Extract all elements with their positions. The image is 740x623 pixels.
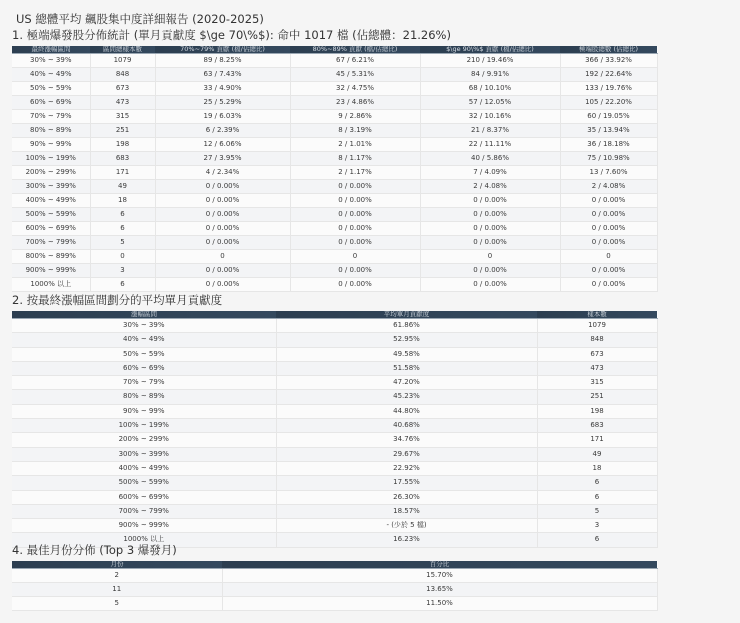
table-cell: 0 / 0.00% [155, 236, 290, 250]
table-cell: 84 / 9.91% [420, 68, 560, 82]
table-cell: 52.95% [276, 333, 537, 347]
table-cell: 21 / 8.37% [420, 124, 560, 138]
table-cell: 13.65% [222, 583, 657, 597]
table-cell: 8 / 3.19% [290, 124, 420, 138]
table-cell: 9 / 2.86% [290, 110, 420, 124]
table-cell: 0 / 0.00% [560, 236, 657, 250]
table-row [12, 504, 657, 518]
table-cell: 6 [537, 476, 657, 490]
table-cell: 2 [12, 569, 222, 583]
table-cell: 36 / 18.18% [560, 138, 657, 152]
table-cell: 0 / 0.00% [290, 194, 420, 208]
table-row [12, 569, 657, 583]
table-cell: 15.70% [222, 569, 657, 583]
table-cell: 70% ~ 79% [12, 376, 276, 390]
table-row [12, 96, 657, 110]
table-cell: 68 / 10.10% [420, 82, 560, 96]
table-cell: 47.20% [276, 376, 537, 390]
table-cell: 0 / 0.00% [420, 236, 560, 250]
table-cell: 600% ~ 699% [12, 490, 276, 504]
table-row [12, 461, 657, 475]
table-cell: 315 [90, 110, 155, 124]
table-cell: 200% ~ 299% [12, 433, 276, 447]
table-header-row [12, 311, 657, 319]
table-row [12, 404, 657, 418]
table-row [12, 583, 657, 597]
table-cell: 50% ~ 59% [12, 347, 276, 361]
table-cell: 0 [90, 250, 155, 264]
table-cell: 198 [537, 404, 657, 418]
table-cell: 700% ~ 799% [12, 236, 90, 250]
section2-title: 2. 按最終漲幅區間劃分的平均單月貢獻度 [12, 293, 223, 307]
report-title: US 總體平均 飆股集中度詳細報告 (2020-2025) [16, 12, 264, 26]
table-cell: 0 / 0.00% [560, 264, 657, 278]
table-cell: 673 [90, 82, 155, 96]
table-cell: 210 / 19.46% [420, 54, 560, 68]
table-row [12, 194, 657, 208]
col-header: 樣本數 [537, 311, 657, 319]
table-cell: 32 / 4.75% [290, 82, 420, 96]
table-cell: 2 / 4.08% [560, 180, 657, 194]
section4-title: 4. 最佳月份分佈 (Top 3 爆發月) [12, 543, 177, 557]
avg-contribution-table [12, 311, 658, 548]
col-header: 極端股總數 (佔總比) [560, 46, 657, 54]
table-cell: 44.80% [276, 404, 537, 418]
table-header-row [12, 561, 657, 569]
table-row [12, 476, 657, 490]
table-cell: 171 [537, 433, 657, 447]
table-cell: 90% ~ 99% [12, 404, 276, 418]
table-row [12, 82, 657, 96]
table-row [12, 180, 657, 194]
table-cell: 50% ~ 59% [12, 82, 90, 96]
table-row [12, 54, 657, 68]
table-cell: 32 / 10.16% [420, 110, 560, 124]
table-cell: 90% ~ 99% [12, 138, 90, 152]
table-cell: 18 [537, 461, 657, 475]
table-cell: 40.68% [276, 419, 537, 433]
table-cell: 2 / 1.17% [290, 166, 420, 180]
table-cell: 70% ~ 79% [12, 110, 90, 124]
table-cell: 63 / 7.43% [155, 68, 290, 82]
table-row [12, 361, 657, 375]
table-header-row [12, 46, 657, 54]
table-cell: 0 / 0.00% [290, 222, 420, 236]
table-row [12, 376, 657, 390]
table-body [12, 319, 657, 548]
table-row [12, 597, 657, 611]
table-row [12, 278, 657, 292]
table-cell: 0 / 0.00% [560, 194, 657, 208]
table-cell: 80% ~ 89% [12, 390, 276, 404]
table-cell: 6 [90, 208, 155, 222]
table-cell: 0 / 0.00% [420, 278, 560, 292]
table-cell: 2 / 1.01% [290, 138, 420, 152]
table-cell: 3 [90, 264, 155, 278]
table-row [12, 333, 657, 347]
table-body [12, 569, 657, 611]
best-month-table [12, 561, 658, 611]
table-cell: 0 [560, 250, 657, 264]
table-cell: 45.23% [276, 390, 537, 404]
table-cell: 22.92% [276, 461, 537, 475]
table-cell: 75 / 10.98% [560, 152, 657, 166]
table-cell: 12 / 6.06% [155, 138, 290, 152]
table-cell: 1000% 以上 [12, 533, 276, 547]
table-row [12, 124, 657, 138]
table-cell: 60% ~ 69% [12, 96, 90, 110]
table-cell: 0 / 0.00% [290, 264, 420, 278]
table-cell: 300% ~ 399% [12, 180, 90, 194]
col-header: 最終漲幅區間 [12, 46, 90, 54]
section1-title: 1. 極端爆發股分佈統計 (單月貢獻度 $\ge 70\%$): 命中 1017 檔 (佔總體：21.26%) [12, 28, 451, 42]
table-cell: 192 / 22.64% [560, 68, 657, 82]
table-cell: 0 / 0.00% [155, 278, 290, 292]
table-cell: 60% ~ 69% [12, 361, 276, 375]
table-cell: 89 / 8.25% [155, 54, 290, 68]
table-cell: 19 / 6.03% [155, 110, 290, 124]
table-cell: 0 / 0.00% [420, 208, 560, 222]
table-cell: 40 / 5.86% [420, 152, 560, 166]
col-header: 80%~89% 貢獻 (檔/佔總比) [290, 46, 420, 54]
table-cell: 200% ~ 299% [12, 166, 90, 180]
table-cell: 800% ~ 899% [12, 250, 90, 264]
table-cell: 6 / 2.39% [155, 124, 290, 138]
table-cell: 900% ~ 999% [12, 264, 90, 278]
table-row [12, 490, 657, 504]
table-row [12, 166, 657, 180]
table-cell: 51.58% [276, 361, 537, 375]
table-row [12, 152, 657, 166]
table-cell: 49 [537, 447, 657, 461]
table-cell: 26.30% [276, 490, 537, 504]
table-cell: 700% ~ 799% [12, 504, 276, 518]
table-row [12, 419, 657, 433]
table-cell: 57 / 12.05% [420, 96, 560, 110]
table-cell: 29.67% [276, 447, 537, 461]
table-cell: 13 / 7.60% [560, 166, 657, 180]
table-cell: 315 [537, 376, 657, 390]
table-row [12, 390, 657, 404]
table-cell: 67 / 6.21% [290, 54, 420, 68]
table-cell: 7 / 4.09% [420, 166, 560, 180]
table-cell: 49 [90, 180, 155, 194]
table-cell: 60 / 19.05% [560, 110, 657, 124]
table-cell: 30% ~ 39% [12, 54, 90, 68]
table-row [12, 347, 657, 361]
col-header: 70%~79% 貢獻 (檔/佔總比) [155, 46, 290, 54]
table-cell: 0 / 0.00% [155, 208, 290, 222]
table-cell: 0 / 0.00% [420, 264, 560, 278]
table-row [12, 222, 657, 236]
col-header: 區間總樣本數 [90, 46, 155, 54]
col-header: 平均單月貢獻度 [276, 311, 537, 319]
table-cell: 848 [537, 333, 657, 347]
table-cell: 45 / 5.31% [290, 68, 420, 82]
table-cell: 0 / 0.00% [420, 222, 560, 236]
table-cell: 500% ~ 599% [12, 476, 276, 490]
table-cell: 473 [90, 96, 155, 110]
table-cell: 0 / 0.00% [155, 222, 290, 236]
table-cell: 4 / 2.34% [155, 166, 290, 180]
table-row [12, 68, 657, 82]
table-cell: 25 / 5.29% [155, 96, 290, 110]
table-row [12, 208, 657, 222]
table-cell: 0 / 0.00% [290, 278, 420, 292]
table-cell: 18.57% [276, 504, 537, 518]
table-cell: 2 / 4.08% [420, 180, 560, 194]
table-cell: 198 [90, 138, 155, 152]
table-cell: 673 [537, 347, 657, 361]
table-cell: 61.86% [276, 319, 537, 333]
table-row [12, 236, 657, 250]
table-cell: 30% ~ 39% [12, 319, 276, 333]
col-header: 漲幅區間 [12, 311, 276, 319]
table-cell: 80% ~ 89% [12, 124, 90, 138]
table-cell: 251 [90, 124, 155, 138]
table-cell: 16.23% [276, 533, 537, 547]
table-cell: 11 [12, 583, 222, 597]
table-cell: 0 / 0.00% [420, 194, 560, 208]
table-cell: 0 / 0.00% [155, 194, 290, 208]
table-row [12, 138, 657, 152]
table-cell: 22 / 11.11% [420, 138, 560, 152]
table-cell: 8 / 1.17% [290, 152, 420, 166]
table-cell: 5 [537, 504, 657, 518]
table-cell: 6 [90, 222, 155, 236]
col-header: 月份 [12, 561, 222, 569]
table-cell: 0 / 0.00% [560, 208, 657, 222]
table-cell: 40% ~ 49% [12, 68, 90, 82]
table-cell: 34.76% [276, 433, 537, 447]
table-cell: - (少於 5 檔) [276, 519, 537, 533]
table-cell: 105 / 22.20% [560, 96, 657, 110]
table-row [12, 433, 657, 447]
table-cell: 6 [90, 278, 155, 292]
table-row [12, 447, 657, 461]
table-cell: 33 / 4.90% [155, 82, 290, 96]
table-cell: 1079 [90, 54, 155, 68]
table-cell: 683 [537, 419, 657, 433]
col-header: $\ge 90\%$ 貢獻 (檔/佔總比) [420, 46, 560, 54]
table-cell: 1079 [537, 319, 657, 333]
table-row [12, 250, 657, 264]
table-cell: 49.58% [276, 347, 537, 361]
table-row [12, 519, 657, 533]
table-cell: 900% ~ 999% [12, 519, 276, 533]
table-cell: 133 / 19.76% [560, 82, 657, 96]
table-cell: 0 / 0.00% [290, 208, 420, 222]
table-cell: 0 / 0.00% [290, 180, 420, 194]
table-row [12, 264, 657, 278]
table-cell: 473 [537, 361, 657, 375]
table-cell: 366 / 33.92% [560, 54, 657, 68]
table-cell: 5 [90, 236, 155, 250]
table-cell: 600% ~ 699% [12, 222, 90, 236]
table-cell: 11.50% [222, 597, 657, 611]
table-cell: 0 / 0.00% [155, 264, 290, 278]
table-row [12, 319, 657, 333]
table-cell: 23 / 4.86% [290, 96, 420, 110]
table-cell: 35 / 13.94% [560, 124, 657, 138]
table-cell: 6 [537, 533, 657, 547]
table-cell: 0 / 0.00% [290, 236, 420, 250]
table-cell: 400% ~ 499% [12, 461, 276, 475]
table-row [12, 110, 657, 124]
col-header: 百分比 [222, 561, 657, 569]
table-cell: 17.55% [276, 476, 537, 490]
table-cell: 848 [90, 68, 155, 82]
table-cell: 0 / 0.00% [560, 222, 657, 236]
table-cell: 100% ~ 199% [12, 419, 276, 433]
table-cell: 6 [537, 490, 657, 504]
table-cell: 40% ~ 49% [12, 333, 276, 347]
table-cell: 3 [537, 519, 657, 533]
table-cell: 0 / 0.00% [155, 180, 290, 194]
table-body [12, 54, 657, 292]
table-cell: 300% ~ 399% [12, 447, 276, 461]
table-cell: 500% ~ 599% [12, 208, 90, 222]
table-cell: 0 [290, 250, 420, 264]
table-cell: 0 [155, 250, 290, 264]
table-cell: 0 [420, 250, 560, 264]
table-cell: 5 [12, 597, 222, 611]
table-cell: 18 [90, 194, 155, 208]
table-cell: 400% ~ 499% [12, 194, 90, 208]
table-cell: 171 [90, 166, 155, 180]
table-cell: 683 [90, 152, 155, 166]
table-cell: 251 [537, 390, 657, 404]
table-cell: 27 / 3.95% [155, 152, 290, 166]
table-cell: 1000% 以上 [12, 278, 90, 292]
table-cell: 0 / 0.00% [560, 278, 657, 292]
table-cell: 100% ~ 199% [12, 152, 90, 166]
extreme-distribution-table [12, 46, 658, 292]
